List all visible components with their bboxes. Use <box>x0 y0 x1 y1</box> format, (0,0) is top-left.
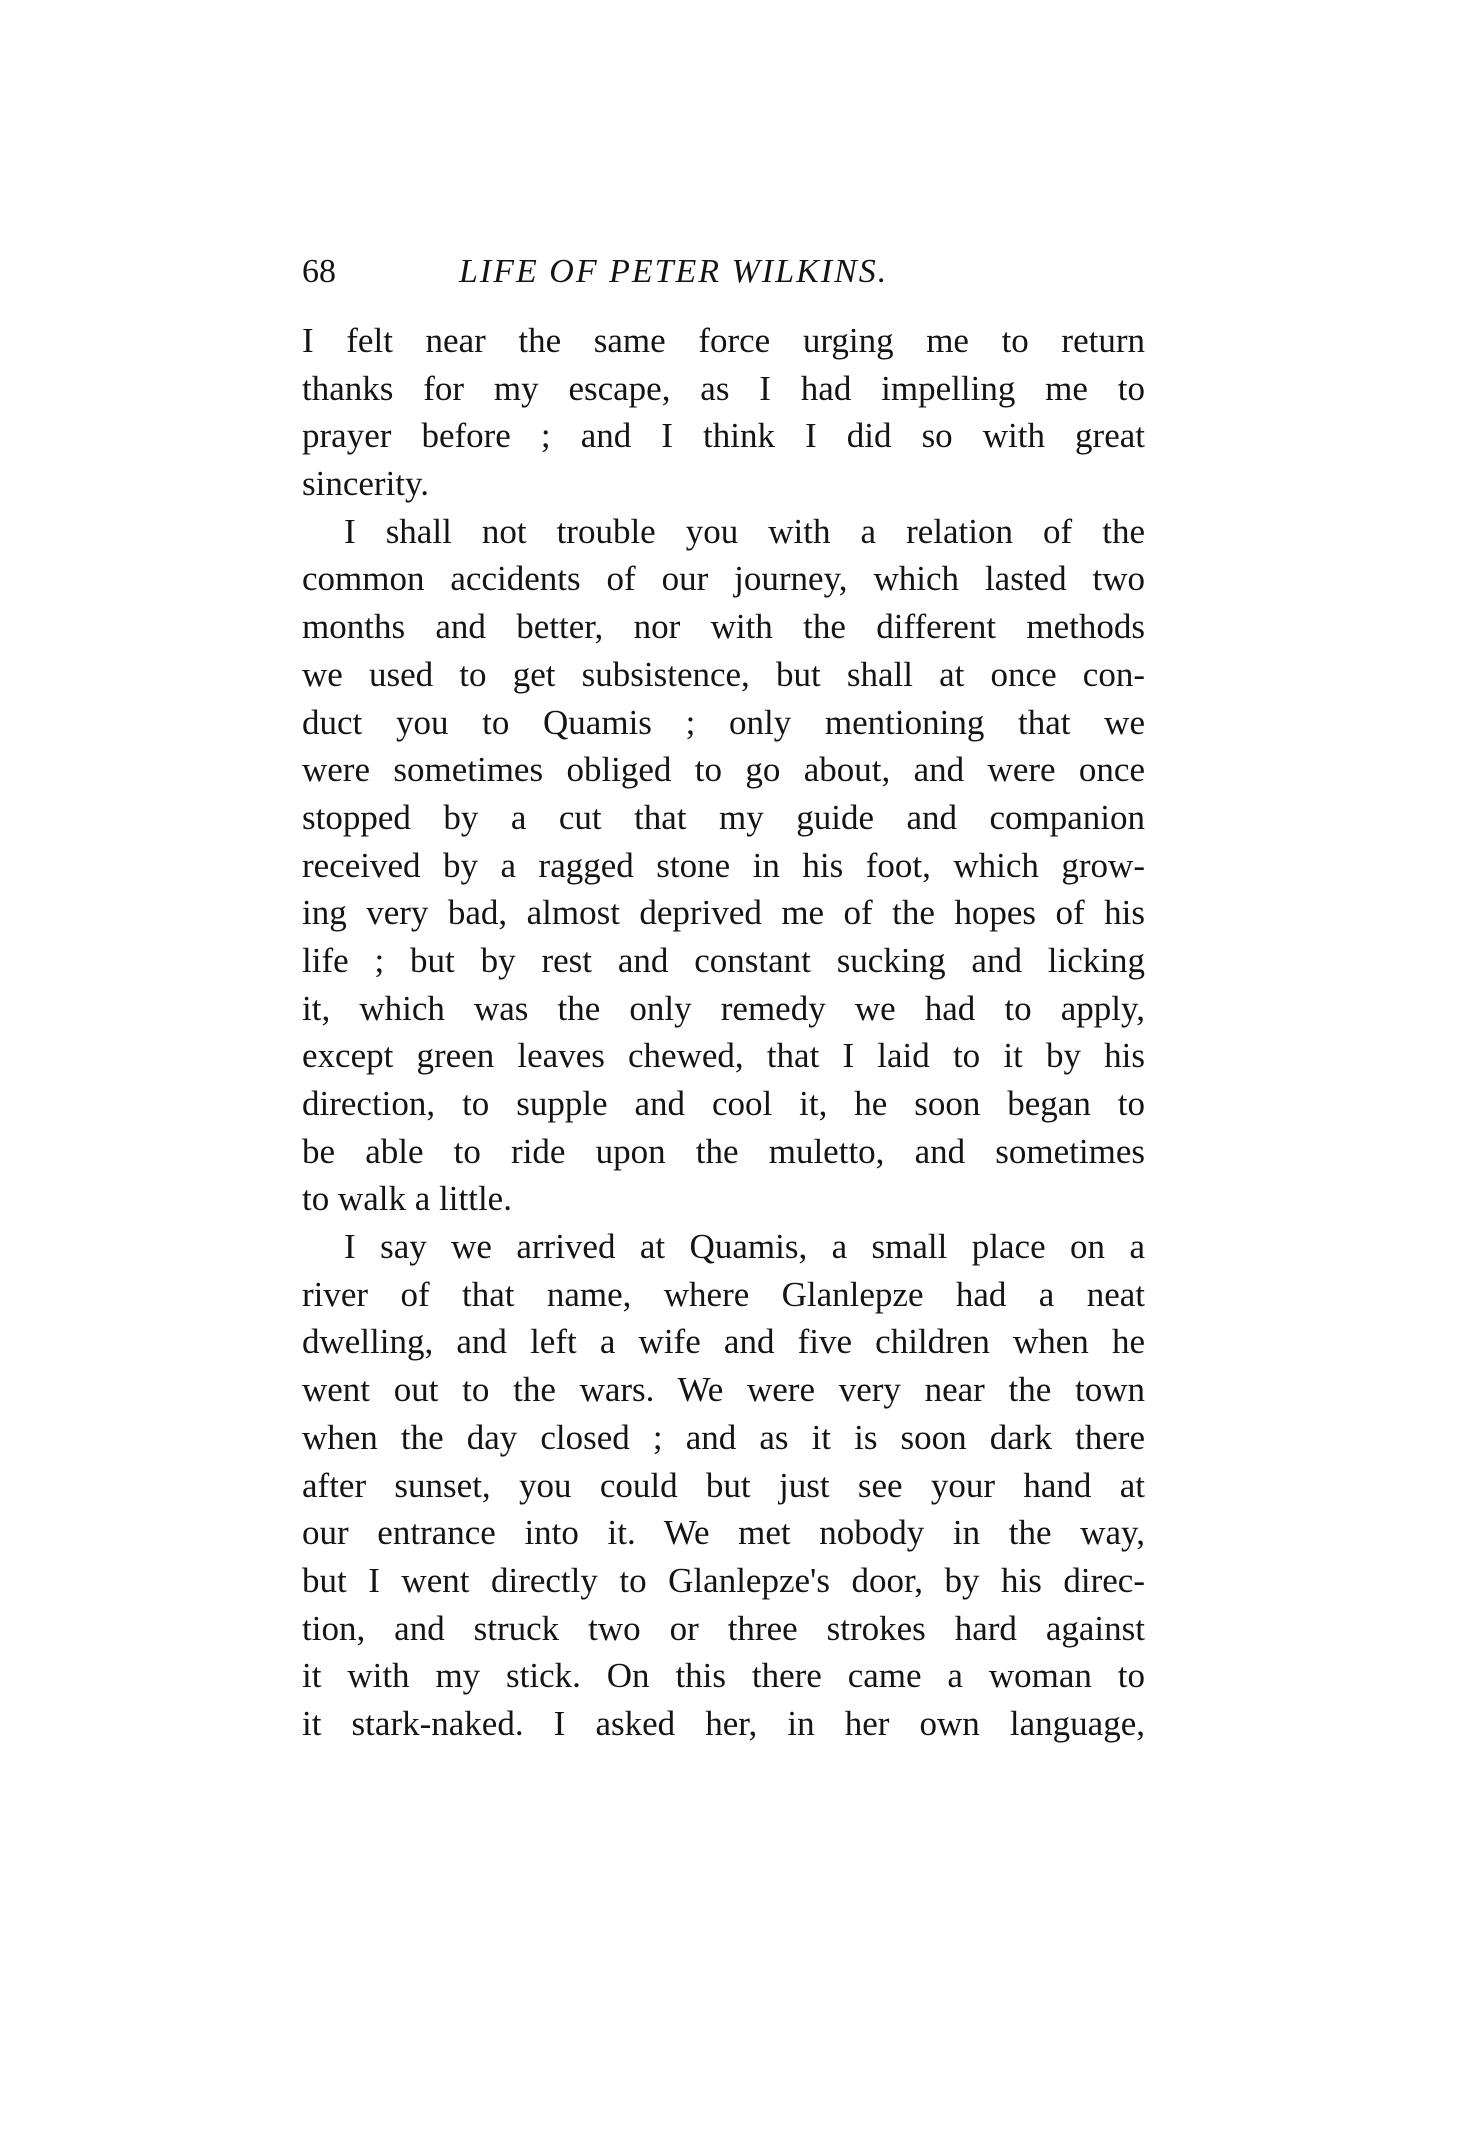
text-line: it, which was the only remedy we had to apply, <box>302 988 1145 1028</box>
text-line: our entrance into it. We met nobody in the way, <box>302 1513 1145 1553</box>
text-line: went out to the wars. We were very near the town <box>302 1370 1145 1410</box>
text-line: stopped by a cut that my guide and companion <box>302 797 1145 837</box>
text-line: to walk a little. <box>302 1179 512 1219</box>
book-page <box>302 248 1145 1748</box>
text-line: when the day closed ; and as it is soon dark there <box>302 1417 1145 1457</box>
text-line: direction, to supple and cool it, he soon began to <box>302 1084 1145 1123</box>
page-number: 68 <box>302 253 336 290</box>
text-line: it with my stick. On this there came a woman to <box>302 1656 1145 1696</box>
text-line: sincerity. <box>302 464 429 504</box>
text-line: but I went directly to Glanlepze's door, by his direc- <box>302 1560 1145 1600</box>
text-line: except green leaves chewed, that I laid to it by his <box>302 1036 1145 1076</box>
text-line: it stark-naked. I asked her, in her own language, <box>302 1703 1145 1743</box>
text-line: tion, and struck two or three strokes hard against <box>302 1608 1145 1648</box>
text-line: duct you to Quamis ; only mentioning that we <box>302 702 1145 742</box>
text-line: months and better, nor with the different methods <box>302 607 1145 647</box>
text-line: I say we arrived at Quamis, a small place on a <box>344 1227 1145 1267</box>
text-line: prayer before ; and I think I did so with great <box>302 416 1145 456</box>
text-line: ing very bad, almost deprived me of the hopes of his <box>302 893 1145 933</box>
body-text <box>302 317 1145 1748</box>
text-line: dwelling, and left a wife and five children when he <box>302 1322 1145 1362</box>
text-line: after sunset, you could but just see your hand at <box>302 1465 1145 1505</box>
text-line: common accidents of our journey, which lasted two <box>302 559 1145 599</box>
text-line: received by a ragged stone in his foot, which grow- <box>302 845 1145 885</box>
text-line: I shall not trouble you with a relation of the <box>344 511 1145 551</box>
text-line: I felt near the same force urging me to return <box>302 321 1145 360</box>
text-line: we used to get subsistence, but shall at once con- <box>302 654 1145 694</box>
running-head <box>302 248 1145 296</box>
text-line: thanks for my escape, as I had impelling me to <box>302 368 1145 408</box>
text-line: river of that name, where Glanlepze had a neat <box>302 1274 1145 1314</box>
running-title: LIFE OF PETER WILKINS. <box>459 253 889 290</box>
text-line: were sometimes obliged to go about, and were once <box>302 750 1145 790</box>
text-line: be able to ride upon the muletto, and sometimes <box>302 1131 1145 1171</box>
text-line: life ; but by rest and constant sucking and licking <box>302 940 1145 980</box>
